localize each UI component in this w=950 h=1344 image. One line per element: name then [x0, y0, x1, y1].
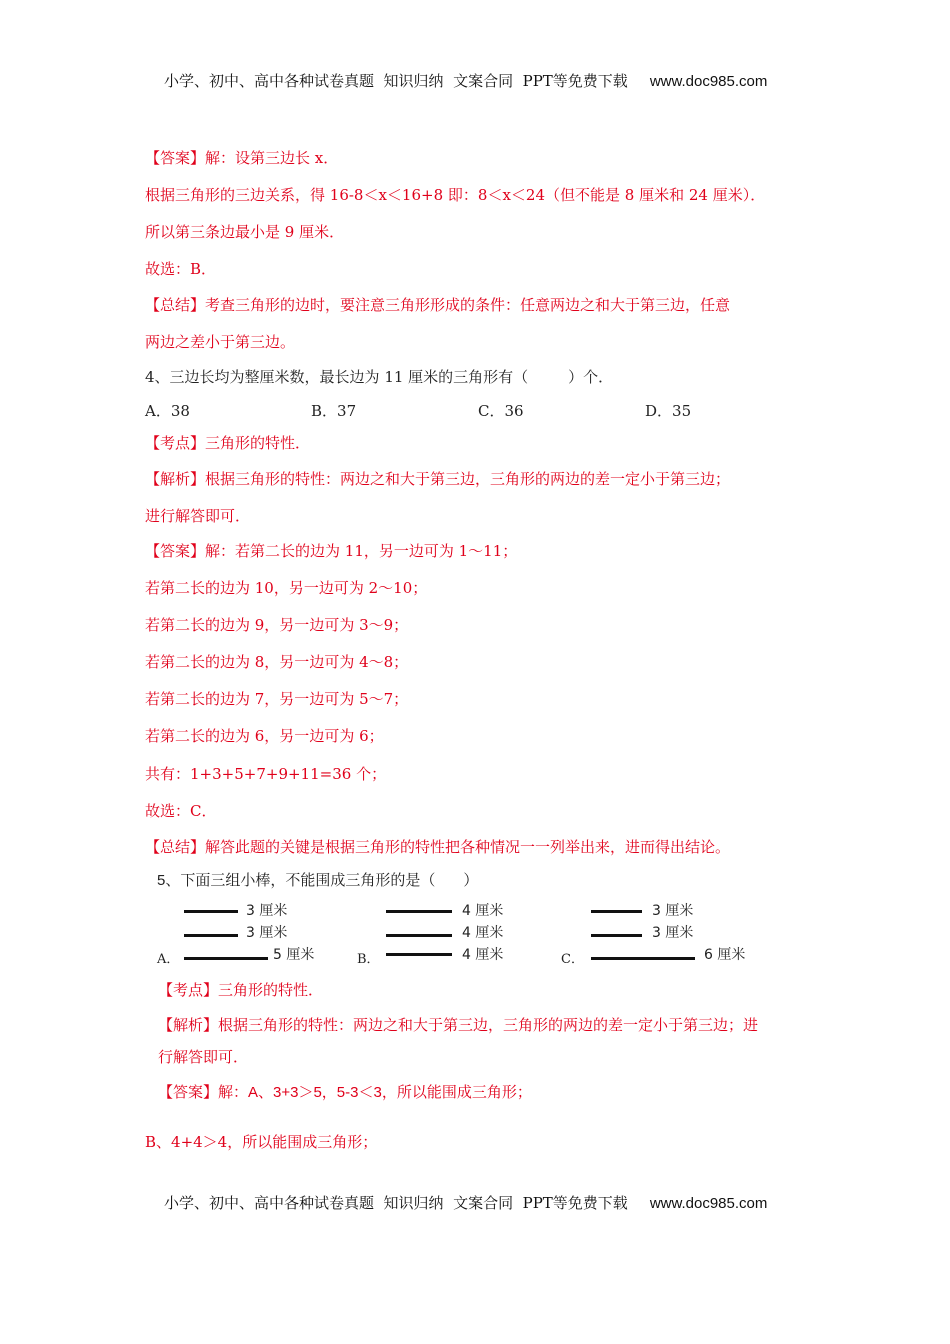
stick-c-2-label: 3 厘米: [652, 925, 694, 941]
stick-a-3: [184, 957, 268, 960]
q4-question-start: 4、三边长均为整厘米数，最长边为 11 厘米的三角形有（: [145, 368, 529, 386]
page-footer: [164, 1192, 767, 1213]
q5-jiexi-1: 【解析】根据三角形的特性：两边之和大于第三边，三角形的两边的差一定小于第三边；进: [158, 1017, 759, 1034]
q4-answer-4: 若第二长的边为 8，另一边可为 4～8；: [145, 653, 409, 671]
q3-answer: 【答案】解：设第三边长 x．: [145, 149, 339, 167]
stick-a-1: [184, 910, 238, 913]
q5-option-b: B．: [357, 952, 380, 967]
q4-answer-8: 故选：C．: [145, 802, 217, 820]
stick-b-2-label: 4 厘米: [462, 925, 504, 941]
q4-question: [145, 366, 613, 387]
q4-answer-2: 若第二长的边为 10，另一边可为 2～10；: [145, 579, 428, 597]
q4-answer-7: 共有：1+3+5+7+9+11=36 个；: [145, 765, 387, 783]
q4-question-end: ）个．: [568, 368, 614, 386]
q3-conclusion: 所以第三条边最小是 9 厘米．: [145, 223, 345, 241]
q3-summary-1: 【总结】考查三角形的边时，要注意三角形形成的条件：任意两边之和大于第三边，任意: [145, 296, 731, 314]
q5-question: [157, 869, 478, 890]
header-url[interactable]: www.doc985.com: [649, 73, 768, 90]
q5-jiexi-2: 行解答即可．: [158, 1049, 249, 1066]
q3-choice: 故选：B．: [145, 260, 217, 278]
q4-option-b: B．37: [311, 402, 357, 420]
stick-b-2: [386, 934, 452, 937]
footer-url[interactable]: www.doc985.com: [649, 1195, 768, 1212]
stick-c-3: [591, 957, 695, 960]
q4-option-a: A．38: [145, 402, 190, 420]
q4-option-d: D．35: [645, 402, 692, 420]
stick-b-1: [386, 910, 452, 913]
stick-b-1-label: 4 厘米: [462, 903, 504, 919]
stick-a-1-label: 3 厘米: [246, 903, 288, 919]
q4-summary: 【总结】解答此题的关键是根据三角形的特性把各种情况一一列举出来，进而得出结论。: [145, 838, 731, 856]
stick-a-2: [184, 934, 238, 937]
q4-option-c: C．36: [478, 402, 524, 420]
stick-c-2: [591, 934, 642, 937]
stick-b-3-label: 4 厘米: [462, 947, 504, 963]
stick-c-1: [591, 910, 642, 913]
q3-summary-2: 两边之差小于第三边。: [145, 333, 296, 351]
q4-answer-3: 若第二长的边为 9，另一边可为 3～9；: [145, 616, 409, 634]
q4-answer-6: 若第二长的边为 6，另一边可为 6；: [145, 727, 384, 745]
q5-kaodian: 【考点】三角形的特性．: [158, 982, 324, 999]
q5-answer-2: B、4+4＞4，所以能围成三角形；: [145, 1133, 378, 1151]
header-text: 小学、初中、高中各种试卷真题 知识归纳 文案合同 PPT等免费下载: [164, 72, 628, 90]
q4-jiexi-1: 【解析】根据三角形的特性：两边之和大于第三边，三角形的两边的差一定小于第三边；: [145, 470, 731, 488]
q4-answer-5: 若第二长的边为 7，另一边可为 5～7；: [145, 690, 409, 708]
q5-answer-1: 【答案】解：A、3+3＞5，5-3＜3，所以能围成三角形；: [158, 1084, 532, 1101]
q5-question-end: ）: [463, 872, 479, 889]
q5-option-c: C．: [561, 952, 584, 967]
stick-c-1-label: 3 厘米: [652, 903, 694, 919]
footer-text: 小学、初中、高中各种试卷真题 知识归纳 文案合同 PPT等免费下载: [164, 1194, 628, 1212]
stick-a-2-label: 3 厘米: [246, 925, 288, 941]
q5-option-a: A．: [157, 952, 180, 967]
q5-question-start: 5、下面三组小棒，不能围成三角形的是（: [157, 872, 436, 889]
q4-kaodian: 【考点】三角形的特性．: [145, 434, 311, 452]
q3-reasoning: 根据三角形的三边关系，得 16-8＜x＜16+8 即：8＜x＜24（但不能是 8 厘米和 24 厘米）．: [145, 186, 766, 204]
q4-jiexi-2: 进行解答即可．: [145, 507, 251, 525]
stick-b-3: [386, 953, 452, 956]
q4-answer-1: 【答案】解：若第二长的边为 11，另一边可为 1～11；: [145, 542, 518, 560]
stick-a-3-label: 5 厘米: [273, 947, 315, 963]
page-header: [164, 70, 767, 91]
stick-c-3-label: 6 厘米: [704, 947, 746, 963]
